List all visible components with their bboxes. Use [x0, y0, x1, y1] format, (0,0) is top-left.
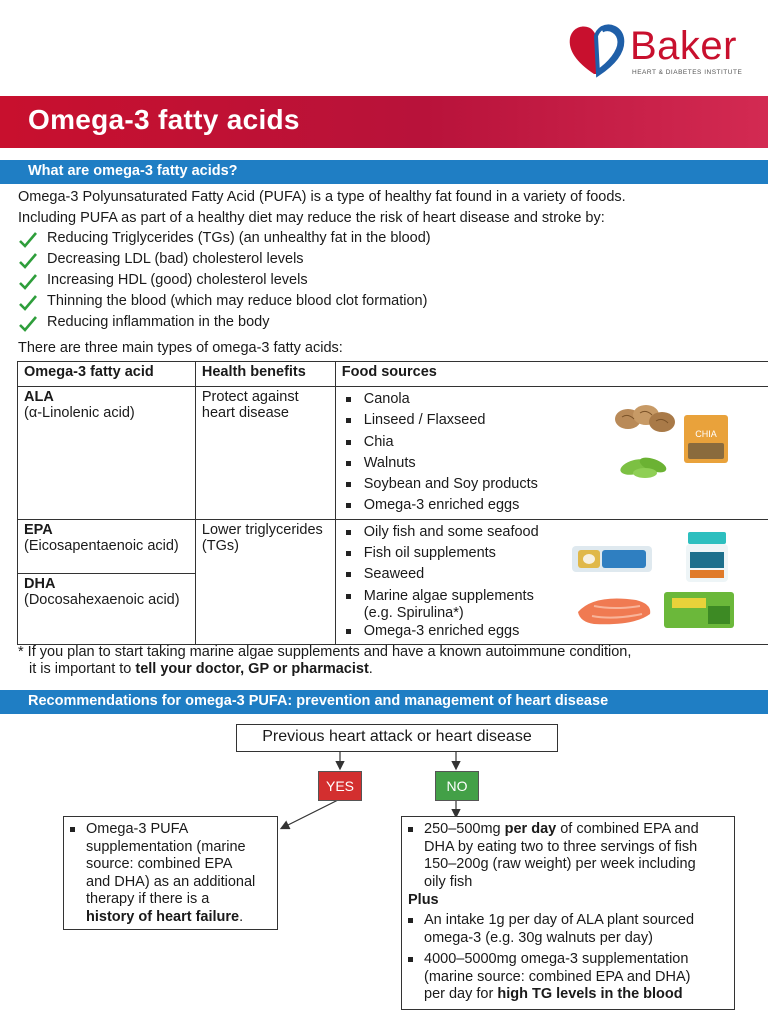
acid-name: ALA: [24, 389, 54, 405]
list-item: Canola: [342, 389, 768, 410]
table-header-cell: Omega-3 fatty acid: [18, 362, 196, 387]
rec-text: of combined EPA and: [556, 821, 699, 837]
benefit-item: Reducing Triglycerides (TGs) (an unhealthy fat in the blood): [47, 230, 431, 246]
yes-badge: YES: [318, 771, 362, 801]
rec-text: (marine source: combined EPA and DHA): [424, 968, 691, 985]
acid-name: EPA: [24, 521, 53, 538]
no-recommendation-box: [401, 816, 735, 1010]
list-item: Chia: [342, 432, 768, 453]
benefit-text: (TGs): [201, 537, 239, 554]
rec-text: supplementation (marine: [86, 838, 246, 855]
benefit-text: Lower triglycerides: [201, 521, 323, 538]
footnote-line-1: * If you plan to start taking marine algae supplements and have a known autoimmune condition,: [18, 644, 632, 660]
benefit-item: Increasing HDL (good) cholesterol levels: [47, 272, 308, 288]
rec-text: 4000–5000mg omega-3 supplementation: [424, 951, 689, 967]
list-item: Seaweed: [342, 564, 768, 585]
rec-text: omega-3 (e.g. 30g walnuts per day): [424, 929, 653, 946]
arrow-yes-to-box: [282, 800, 338, 828]
rec-text: Omega-3 PUFA: [86, 821, 189, 837]
no-badge: NO: [435, 771, 479, 801]
rec-text: therapy if there is a: [86, 891, 210, 907]
footnote-text: .: [368, 661, 373, 677]
table-header-cell: Health benefits: [195, 362, 335, 387]
intro-text-2: Including PUFA as part of a healthy diet may reduce the risk of heart disease and stroke by:: [18, 210, 605, 226]
list-item: Fish oil supplements: [342, 543, 768, 564]
rec-text: 150–200g (raw weight) per week including: [424, 856, 696, 872]
flow-question: Previous heart attack or heart disease: [262, 728, 532, 745]
acid-full-name: (α-Linolenic acid): [24, 405, 135, 421]
benefit-item: Reducing inflammation in the body: [47, 314, 270, 330]
logo-wordmark: Baker: [630, 24, 737, 68]
list-item: Omega-3 enriched eggs: [342, 621, 768, 642]
types-intro: There are three main types of omega-3 fatty acids:: [18, 340, 343, 356]
list-item-text: Marine algae supplements: [363, 587, 534, 604]
section-heading: What are omega-3 fatty acids?: [28, 163, 238, 179]
yes-recommendation-box: [63, 816, 278, 930]
section-heading: Recommendations for omega-3 PUFA: prevention and management of heart disease: [28, 693, 609, 709]
rec-text: .: [239, 908, 244, 925]
plus-label: Plus: [408, 892, 439, 908]
list-item: Omega-3 enriched eggs: [342, 495, 768, 516]
list-item: Soybean and Soy products: [342, 474, 768, 495]
rec-text: [424, 821, 734, 839]
list-item: Walnuts: [342, 453, 768, 474]
rec-emphasis: history of heart failure: [86, 908, 240, 925]
rec-emphasis: per day: [504, 821, 557, 837]
rec-text: and DHA) as an additional: [86, 873, 256, 890]
rec-text: oily fish: [424, 873, 473, 890]
intro-text-1: Omega-3 Polyunsaturated Fatty Acid (PUFA) is a type of healthy fat found in a variety of foods.: [18, 189, 626, 205]
footnote-text: it is important to: [29, 661, 136, 677]
list-item: [64, 821, 277, 926]
acid-full-name: (Docosahexaenoic acid): [24, 591, 180, 608]
acid-full-name: (Eicosapentaenoic acid): [24, 537, 179, 554]
rec-text: per day for: [424, 986, 498, 1002]
list-item: Oily fish and some seafood: [342, 522, 768, 543]
rec-emphasis: high TG levels in the blood: [497, 986, 683, 1002]
list-item: [402, 912, 734, 947]
list-item: Linseed / Flaxseed: [342, 410, 768, 431]
acid-name: DHA: [24, 575, 56, 592]
benefit-text: heart disease: [201, 405, 289, 421]
benefit-text: Protect against: [201, 389, 299, 405]
table-header-cell: Food sources: [335, 362, 768, 387]
rec-text: 250–500mg: [424, 821, 505, 837]
list-item-note: (e.g. Spirulina*): [363, 604, 464, 621]
benefit-item: Decreasing LDL (bad) cholesterol levels: [47, 251, 304, 267]
list-item: [402, 951, 734, 1004]
footnote-emphasis: tell your doctor, GP or pharmacist: [135, 661, 369, 677]
list-item: [402, 821, 734, 891]
rec-text: [424, 986, 734, 1004]
benefit-item: Thinning the blood (which may reduce blood clot formation): [47, 293, 428, 309]
rec-text: source: combined EPA: [86, 856, 233, 872]
logo-subtitle: HEART & DIABETES INSTITUTE: [632, 69, 743, 76]
page-title: Omega-3 fatty acids: [28, 104, 300, 135]
rec-text: DHA by eating two to three servings of fish: [424, 838, 698, 855]
rec-text: [86, 909, 277, 927]
rec-text: An intake 1g per day of ALA plant sourced: [424, 912, 695, 928]
chia-label: CHIA: [695, 429, 717, 439]
